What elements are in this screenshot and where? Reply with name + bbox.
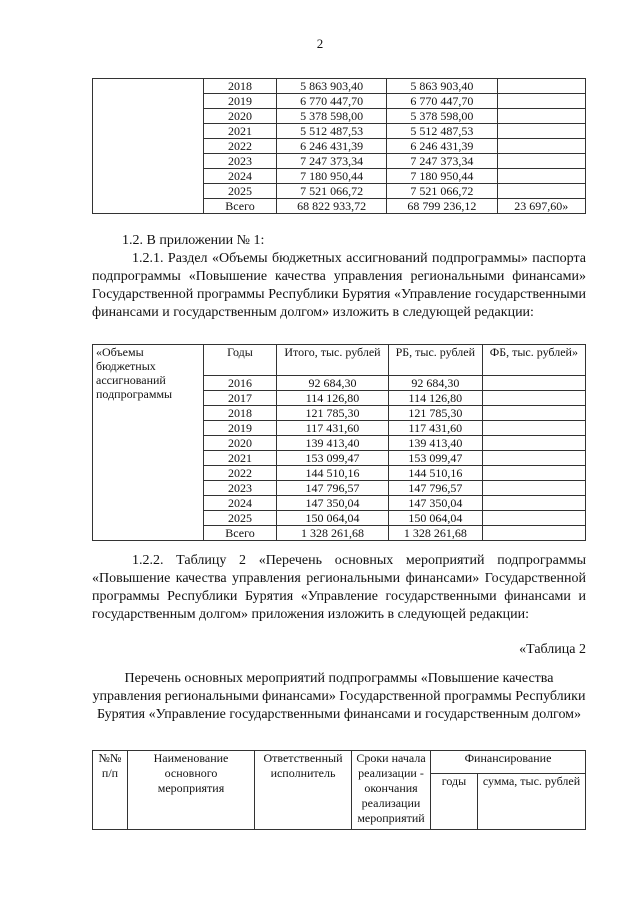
cell-total: 5 378 598,00 — [277, 109, 387, 124]
cell-fb — [482, 511, 585, 526]
cell-fb — [482, 496, 585, 511]
cell-fb — [497, 169, 586, 184]
cell-total: 147 796,57 — [277, 481, 389, 496]
cell-rb: 92 684,30 — [388, 376, 482, 391]
cell-year: Всего — [204, 199, 277, 214]
cell-rb: 5 512 487,53 — [387, 124, 497, 139]
funding-table-continued — [92, 78, 586, 214]
cell-rb: 144 510,16 — [388, 466, 482, 481]
cell-total: 5 863 903,40 — [277, 79, 387, 94]
cell-rb: 5 378 598,00 — [387, 109, 497, 124]
paragraph-1-2-2: 1.2.2. Таблицу 2 «Перечень основных мероприятий подпрограммы «Повышение качества управления региональными финансами» Государственной программы Республики Бурятия «Управление государственными финансами и государственным долгом» приложения изложить в следующей редакции: — [92, 553, 586, 622]
cell-rb: 6 246 431,39 — [387, 139, 497, 154]
table-2-label: «Таблица 2 — [519, 642, 586, 657]
cell-year: 2021 — [204, 124, 277, 139]
cell-year: 2025 — [204, 184, 277, 199]
col-executor: Ответственный исполнитель — [255, 751, 352, 830]
cell-total: 117 431,60 — [277, 421, 389, 436]
cell-total: 6 770 447,70 — [277, 94, 387, 109]
col-number: №№ п/п — [93, 751, 128, 830]
cell-total: 5 512 487,53 — [277, 124, 387, 139]
cell-total: 153 099,47 — [277, 451, 389, 466]
empty-label-cell — [93, 79, 204, 214]
col-activity-name: Наименование основного мероприятия — [128, 751, 255, 830]
cell-total: 139 413,40 — [277, 436, 389, 451]
header-rb: РБ, тыс. рублей — [388, 345, 482, 376]
col-terms: Сроки начала реализации - окончания реализации мероприятий — [352, 751, 431, 830]
cell-total: 150 064,04 — [277, 511, 389, 526]
cell-fb — [497, 109, 586, 124]
cell-year: 2019 — [204, 94, 277, 109]
cell-fb — [482, 436, 585, 451]
cell-year: Всего — [204, 526, 277, 541]
cell-rb: 147 796,57 — [388, 481, 482, 496]
cell-fb — [497, 124, 586, 139]
cell-fb — [497, 184, 586, 199]
cell-fb — [497, 154, 586, 169]
paragraph-1-2-1: 1.2.1. Раздел «Объемы бюджетных ассигнований подпрограммы» паспорта подпрограммы «Повышение качества управления региональными финансами» Государственной программы Республики Бурятия «Управление государственными финансами и государственным долгом» изложить в следующей редакции: — [92, 251, 586, 320]
cell-year: 2023 — [204, 154, 277, 169]
cell-year: 2017 — [204, 391, 277, 406]
cell-total: 68 822 933,72 — [277, 199, 387, 214]
cell-fb — [482, 526, 585, 541]
cell-rb: 68 799 236,12 — [387, 199, 497, 214]
cell-total: 114 126,80 — [277, 391, 389, 406]
cell-year: 2018 — [204, 79, 277, 94]
cell-year: 2018 — [204, 406, 277, 421]
cell-total: 7 180 950,44 — [277, 169, 387, 184]
table-row — [93, 79, 586, 94]
cell-fb — [497, 139, 586, 154]
cell-rb: 150 064,04 — [388, 511, 482, 526]
cell-fb — [482, 466, 585, 481]
table-2-title: Перечень основных мероприятий подпрограммы «Повышение качества управления региональными финансами» Государственной программы Республики Бурятия «Управление государственными финансами и государственным долгом» — [92, 671, 586, 722]
cell-rb: 5 863 903,40 — [387, 79, 497, 94]
cell-total: 121 785,30 — [277, 406, 389, 421]
cell-rb: 7 247 373,34 — [387, 154, 497, 169]
page-number: 2 — [316, 36, 324, 51]
cell-total: 147 350,04 — [277, 496, 389, 511]
cell-rb: 114 126,80 — [388, 391, 482, 406]
paragraph-1-2: 1.2. В приложении № 1: — [122, 233, 265, 248]
cell-year: 2019 — [204, 421, 277, 436]
cell-total: 144 510,16 — [277, 466, 389, 481]
cell-fb — [482, 391, 585, 406]
cell-total: 7 521 066,72 — [277, 184, 387, 199]
cell-year: 2016 — [204, 376, 277, 391]
cell-year: 2020 — [204, 109, 277, 124]
cell-fb — [497, 79, 586, 94]
cell-fb — [482, 451, 585, 466]
cell-rb: 139 413,40 — [388, 436, 482, 451]
cell-rb: 7 521 066,72 — [387, 184, 497, 199]
cell-total: 6 246 431,39 — [277, 139, 387, 154]
cell-rb: 121 785,30 — [388, 406, 482, 421]
cell-year: 2024 — [204, 496, 277, 511]
cell-year: 2022 — [204, 466, 277, 481]
cell-rb: 147 350,04 — [388, 496, 482, 511]
cell-fb — [482, 421, 585, 436]
header-fb: ФБ, тыс. рублей» — [482, 345, 585, 376]
col-years: годы — [431, 774, 478, 830]
cell-fb — [497, 94, 586, 109]
cell-total: 1 328 261,68 — [277, 526, 389, 541]
cell-year: 2021 — [204, 451, 277, 466]
budget-label-cell: «Объемы бюджетных ассигнований подпрограммы — [93, 345, 204, 541]
cell-rb: 117 431,60 — [388, 421, 482, 436]
col-financing: Финансирование — [431, 751, 586, 774]
cell-total: 92 684,30 — [277, 376, 389, 391]
cell-rb: 7 180 950,44 — [387, 169, 497, 184]
header-years: Годы — [204, 345, 277, 376]
cell-year: 2020 — [204, 436, 277, 451]
cell-fb — [482, 406, 585, 421]
cell-rb: 1 328 261,68 — [388, 526, 482, 541]
cell-total: 7 247 373,34 — [277, 154, 387, 169]
cell-fb — [482, 376, 585, 391]
col-sum: сумма, тыс. рублей — [478, 774, 586, 830]
cell-year: 2025 — [204, 511, 277, 526]
cell-year: 2022 — [204, 139, 277, 154]
cell-fb: 23 697,60» — [497, 199, 586, 214]
cell-fb — [482, 481, 585, 496]
cell-rb: 6 770 447,70 — [387, 94, 497, 109]
cell-rb: 153 099,47 — [388, 451, 482, 466]
activities-table-header — [92, 750, 586, 830]
header-total: Итого, тыс. рублей — [277, 345, 389, 376]
cell-year: 2023 — [204, 481, 277, 496]
subprogram-budget-table — [92, 344, 586, 541]
cell-year: 2024 — [204, 169, 277, 184]
